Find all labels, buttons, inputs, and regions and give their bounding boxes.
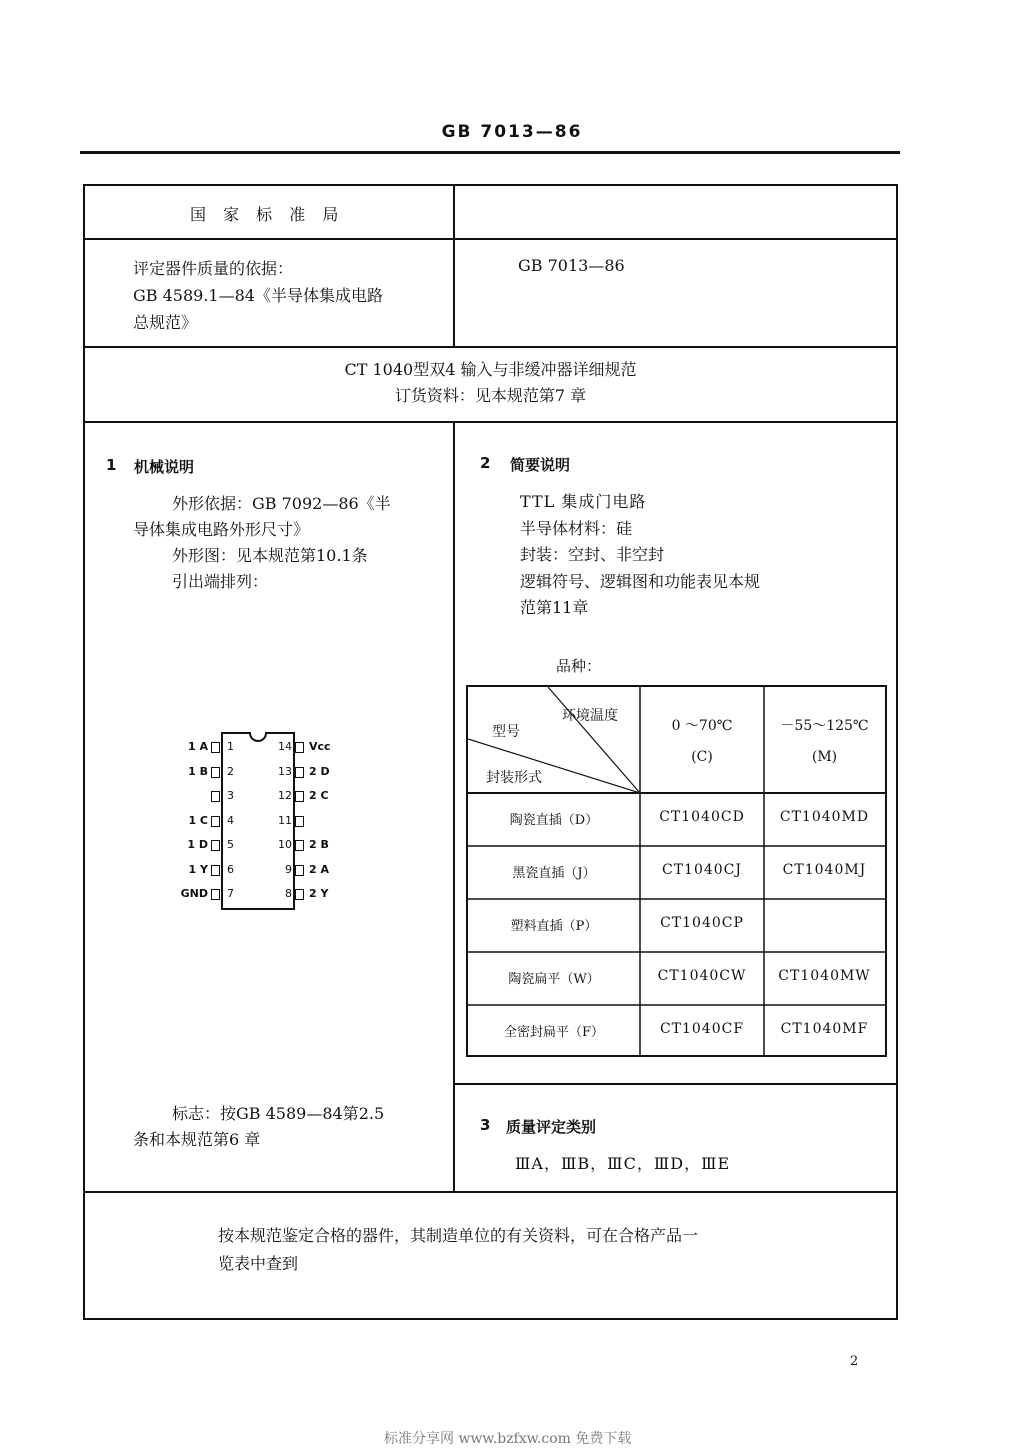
basis-line-1: 评定器件质量的依据： — [133, 259, 294, 278]
footer-note-line-2: 览表中查到 — [218, 1254, 299, 1273]
variety-m-model-cell: CT1040MD — [779, 809, 870, 825]
pin-left-box — [211, 791, 220, 802]
spec-title: CT 1040型双4 输入与非缓冲器详细规范 — [344, 360, 637, 379]
variety-c-model-cell: CT1040CF — [659, 1021, 745, 1037]
pin-right-box — [295, 889, 304, 900]
pin-right-number: 9 — [285, 862, 292, 876]
pin-right-number: 11 — [278, 813, 292, 827]
section-1-number: 1 — [106, 456, 117, 474]
variety-package-cell: 黑瓷直插（J） — [512, 866, 596, 881]
quality-classes: ⅢA，ⅢB，ⅢC，ⅢD，ⅢE — [515, 1154, 731, 1173]
top-vertical-divider — [453, 186, 455, 348]
pin-left-number: 3 — [227, 789, 234, 802]
basis-line-3: 总规范》 — [133, 313, 198, 332]
row-divider-4 — [85, 1191, 896, 1193]
pin-right-box — [295, 767, 304, 778]
pin-right-label: 2 A — [309, 862, 329, 876]
marking-line-1: 标志：按GB 4589—84第2.5 — [172, 1104, 385, 1123]
variety-m-model-cell: CT1040MJ — [782, 862, 867, 878]
pin-left-box — [211, 816, 220, 827]
variety-c-model-cell: CT1040CW — [657, 968, 747, 984]
pin-right-label: 2 C — [309, 789, 329, 802]
variety-table — [466, 685, 887, 1057]
pin-left-number: 4 — [227, 813, 234, 827]
quality-divider — [455, 1083, 896, 1085]
pin-left-label: GND — [180, 887, 208, 900]
pin-left-box — [211, 742, 220, 753]
row-divider-3 — [85, 421, 896, 423]
mechanical-line-2: 导体集成电路外形尺寸》 — [133, 520, 310, 539]
pin-left-box — [211, 840, 220, 851]
pin-right-label: 2 Y — [309, 887, 329, 900]
brief-line-5: 范第11章 — [520, 598, 589, 617]
pin-right-box — [295, 840, 304, 851]
pin-left-number: 5 — [227, 838, 234, 851]
pin-right-label: Vcc — [309, 740, 331, 753]
corner-temperature: 环境温度 — [562, 708, 618, 724]
variety-package-cell: 全密封扁平（F） — [503, 1025, 605, 1040]
pin-left-number: 6 — [227, 862, 234, 876]
variety-package-cell: 塑料直插（P） — [510, 919, 598, 934]
pin-left-number: 1 — [227, 740, 234, 753]
variety-c-model-cell: CT1040CD — [659, 809, 745, 825]
section-2-heading: 简要说明 — [510, 456, 571, 474]
pin-left-box — [211, 767, 220, 778]
brief-line-4: 逻辑符号、逻辑图和功能表见本规 — [520, 572, 761, 591]
basis-line-2: GB 4589.1—84《半导体集成电路 — [133, 286, 383, 305]
row-divider-1 — [85, 238, 896, 240]
pin-left-number: 2 — [227, 764, 234, 778]
brief-line-2: 半导体材料：硅 — [520, 519, 633, 538]
col1-code: (C) — [691, 749, 713, 765]
mechanical-line-4: 引出端排列： — [172, 572, 269, 591]
variety-package-cell: 陶瓷直插（D） — [509, 813, 599, 828]
pin-right-number: 14 — [278, 740, 292, 753]
mechanical-line-1: 外形依据：GB 7092—86《半 — [172, 494, 391, 513]
corner-package: 封装形式 — [486, 770, 542, 786]
mechanical-line-3: 外形图：见本规范第10.1条 — [172, 546, 368, 565]
col2-code: (M) — [811, 749, 838, 765]
pin-left-number: 7 — [227, 887, 234, 900]
variety-label: 品种： — [556, 657, 602, 675]
pin-left-label: 1 C — [188, 813, 208, 827]
standard-ref: GB 7013—86 — [518, 256, 625, 275]
row-divider-2 — [85, 346, 896, 348]
pin-left-label: 1 A — [188, 740, 208, 753]
pin-left-label: 1 D — [187, 838, 208, 851]
watermark: 标准分享网 www.bzfxw.com 免费下载 — [384, 1431, 632, 1447]
brief-line-1: TTL 集成门电路 — [520, 492, 647, 511]
pin-right-number: 10 — [278, 838, 292, 851]
pin-left-label: 1 Y — [188, 862, 208, 876]
pin-right-box — [295, 791, 304, 802]
authority-name: 国 家 标 准 局 — [190, 205, 345, 224]
variety-package-cell: 陶瓷扁平（W） — [508, 972, 600, 987]
pin-right-box — [295, 816, 304, 827]
variety-c-model-cell: CT1040CJ — [661, 862, 742, 878]
section-3-heading: 质量评定类别 — [506, 1118, 597, 1136]
pin-right-number: 12 — [278, 789, 292, 802]
document-header: GB 7013—86 — [441, 122, 583, 142]
corner-model: 型号 — [492, 724, 520, 740]
pin-left-box — [211, 889, 220, 900]
col1-temperature: 0 ～70℃ — [671, 718, 733, 734]
section-2-number: 2 — [480, 454, 491, 472]
variety-m-model-cell: CT1040MF — [780, 1021, 869, 1037]
brief-line-3: 封装：空封、非空封 — [520, 545, 665, 564]
header-rule — [80, 151, 900, 154]
page-number: 2 — [850, 1354, 859, 1369]
section-1-heading: 机械说明 — [134, 458, 195, 476]
pin-right-label: 2 B — [309, 838, 329, 851]
footer-note-line-1: 按本规范鉴定合格的器件，其制造单位的有关资料，可在合格产品一 — [218, 1226, 699, 1245]
pin-left-box — [211, 865, 220, 876]
pin-right-box — [295, 865, 304, 876]
pin-right-number: 8 — [285, 887, 292, 900]
pin-left-label: 1 B — [188, 764, 208, 778]
mid-vertical-divider — [453, 421, 455, 1193]
marking-line-2: 条和本规范第6 章 — [133, 1130, 261, 1149]
order-info: 订货资料：见本规范第7 章 — [394, 386, 587, 405]
pin-right-label: 2 D — [309, 764, 330, 778]
section-3-number: 3 — [480, 1116, 491, 1134]
variety-c-model-cell: CT1040CP — [660, 915, 744, 931]
variety-m-model-cell: CT1040MW — [778, 968, 871, 984]
pin-right-box — [295, 742, 304, 753]
col2-temperature: －55～125℃ — [780, 718, 869, 734]
pin-right-number: 13 — [278, 764, 292, 778]
